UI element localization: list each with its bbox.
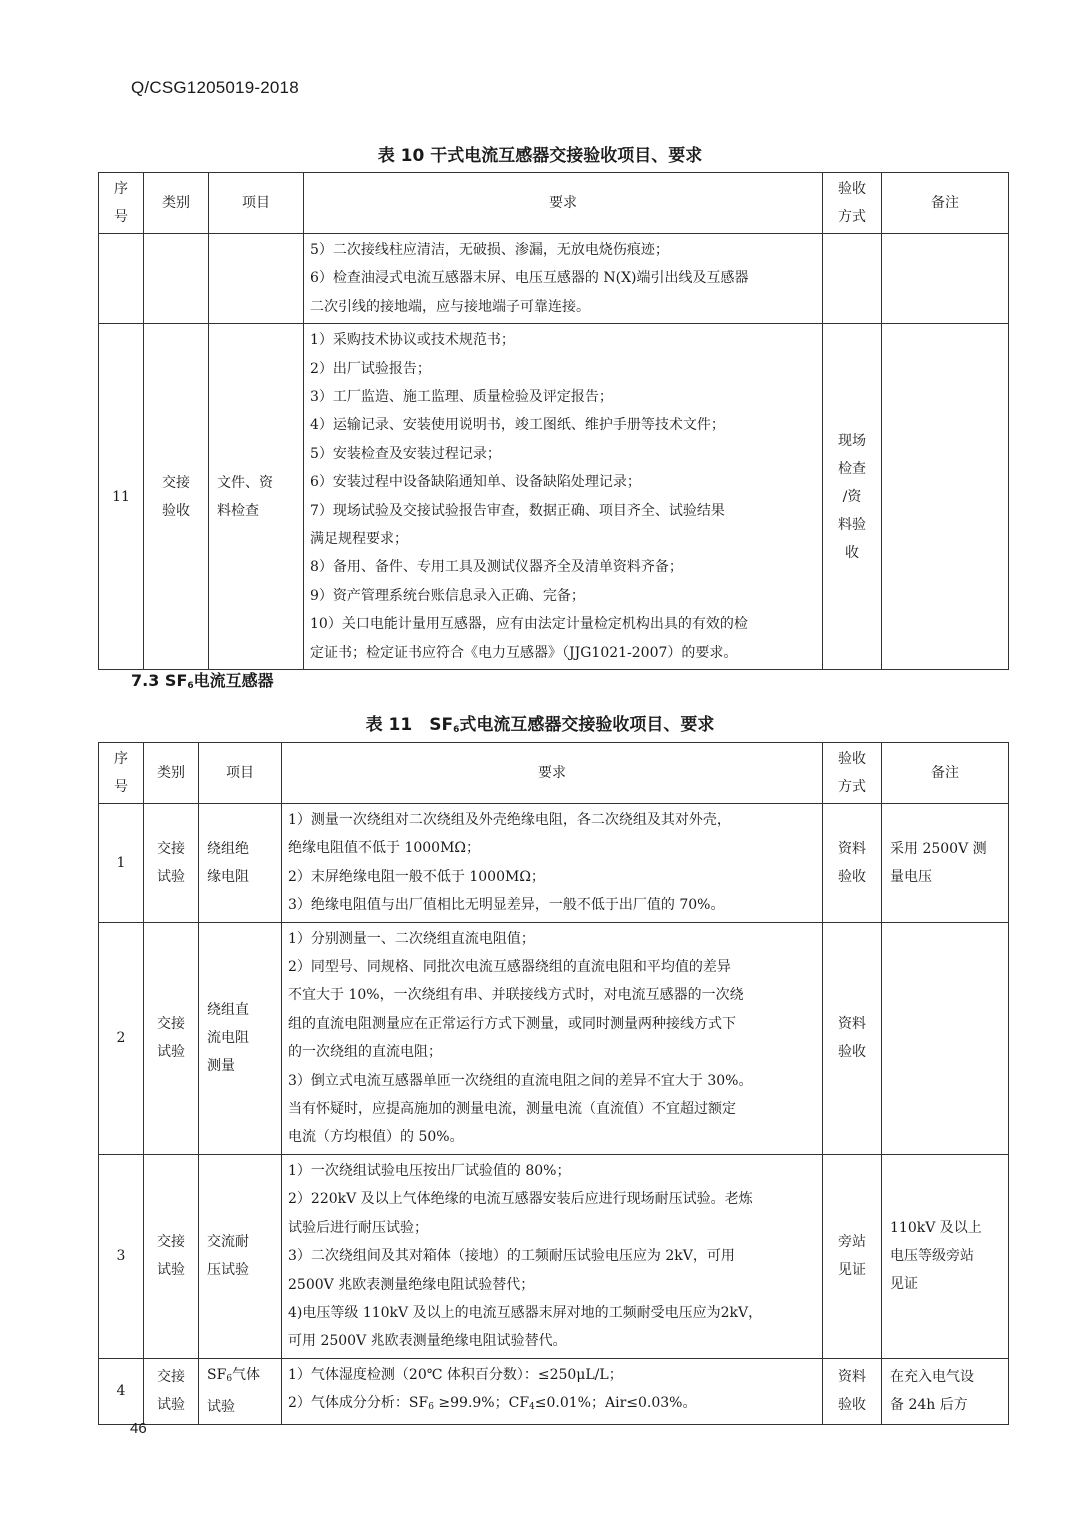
requirement-cell: 1）采购技术协议或技术规范书； 2）出厂试验报告； 3）工厂监造、施工监理、质量检验及评定报告； 4）运输记录、安装使用说明书，竣工图纸、维护手册等技术文件； 5）安装检查及安装过程记录； 6）安装过程中设备缺陷通知单、设备缺陷处理记录； 7）现场试验及交接试验报告审查，数据正确、项目齐全、试验结果 满足规程要求； 8）备用、备件、专用工具及测试仪器齐全及清单资料齐备； 9）资产管理系统台账信息录入正确、完备； 10）关口电能计量用互感器，应有由法定计量检定机构出具的有效的检 定证书；检定证书应符合《电力互感器》（JJG1021-2007）的要求。: [304, 324, 823, 670]
row-number: 11: [99, 324, 144, 670]
table-row: [99, 922, 1009, 1154]
header-category: 类别: [144, 173, 209, 234]
table-10-header-row: [99, 173, 1009, 234]
row-category: 交接 试验: [144, 1358, 199, 1424]
table-row: [99, 804, 1009, 923]
header-item: 项目: [209, 173, 304, 234]
row-item: 绕组直 流电阻 测量: [199, 922, 282, 1154]
table-row: [99, 1358, 1009, 1424]
header-method: 验收 方式: [823, 173, 882, 234]
header-no: 序 号: [99, 173, 144, 234]
table-11: [98, 742, 1009, 1425]
header-item: 项目: [199, 743, 282, 804]
page-number: 46: [130, 1420, 147, 1437]
table-10-title: 表 10 干式电流互感器交接验收项目、要求: [377, 146, 703, 166]
row-remark: 110kV 及以上 电压等级旁站 见证: [882, 1154, 1009, 1358]
header-remark: 备注: [882, 743, 1009, 804]
row-number: 1: [99, 804, 144, 923]
row-item: 绕组绝 缘电阻: [199, 804, 282, 923]
table-10: [98, 172, 1009, 670]
row-method: 现场 检查 /资 料验 收: [823, 324, 882, 670]
requirement-cell: 1）测量一次绕组对二次绕组及外壳绝缘电阻，各二次绕组及其对外壳， 绝缘电阻值不低于 1000MΩ； 2）末屏绝缘电阻一般不低于 1000MΩ； 3）绝缘电阻值与出厂值相比无明显差异，一般不低于出厂值的 70%。: [282, 804, 823, 923]
table-11-header-row: [99, 743, 1009, 804]
row-item: $SF_6$气体 试验: [199, 1358, 282, 1424]
header-requirement: 要求: [304, 173, 823, 234]
header-method: 验收 方式: [823, 743, 882, 804]
section-heading: 7.3 $SF_6$电流互感器: [131, 671, 274, 691]
document-code: Q/CSG1205019-2018: [131, 78, 299, 97]
table-row: [99, 1154, 1009, 1358]
header-requirement: 要求: [282, 743, 823, 804]
table-row: [99, 234, 1009, 324]
row-method: 资料 验收: [823, 1358, 882, 1424]
requirement-cell: 1）一次绕组试验电压按出厂试验值的 80%； 2）220kV 及以上气体绝缘的电流互感器安装后应进行现场耐压试验。老炼 试验后进行耐压试验； 3）二次绕组间及其对箱体（接地）的工频耐压试验电压应为 2kV，可用 2500V 兆欧表测量绝缘电阻试验替代； 4)电压等级 110kV 及以上的电流互感器末屏对地的工频耐受电压应为2kV， 可用 2500V 兆欧表测量绝缘电阻试验替代。: [282, 1154, 823, 1358]
header-category: 类别: [144, 743, 199, 804]
row-remark: 在充入电气设 备 24h 后方: [882, 1358, 1009, 1424]
row-remark: 采用 2500V 测 量电压: [882, 804, 1009, 923]
row-category: 交接 试验: [144, 1154, 199, 1358]
requirement-cell: 1）分别测量一、二次绕组直流电阻值； 2）同型号、同规格、同批次电流互感器绕组的直流电阻和平均值的差异 不宜大于 10%，一次绕组有串、并联接线方式时，对电流互感器的一次绕 组的直流电阻测量应在正常运行方式下测量，或同时测量两种接线方式下 的一次绕组的直流电阻； 3）倒立式电流互感器单匝一次绕组的直流电阻之间的差异不宜大于 30%。 当有怀疑时，应提高施加的测量电流，测量电流（直流值）不宜超过额定 电流（方均根值）的 50%。: [282, 922, 823, 1154]
requirement-cell: 5）二次接线柱应清洁，无破损、渗漏，无放电烧伤痕迹； 6）检查油浸式电流互感器末屏、电压互感器的 N(X)端引出线及互感器 二次引线的接地端，应与接地端子可靠连接。: [304, 234, 823, 324]
table-row: [99, 324, 1009, 670]
row-number: 4: [99, 1358, 144, 1424]
requirement-cell: 1）气体湿度检测（20℃ 体积百分数）：≤250μL/L； 2）气体成分分析：$SF_6 \ge 99.9\%$；$CF_4\le 0.01\%$；Air≤0.03%。: [282, 1358, 823, 1424]
header-no: 序 号: [99, 743, 144, 804]
row-method: 资料 验收: [823, 922, 882, 1154]
row-category: 交接 试验: [144, 922, 199, 1154]
row-item: 交流耐 压试验: [199, 1154, 282, 1358]
row-method: 资料 验收: [823, 804, 882, 923]
row-number: 3: [99, 1154, 144, 1358]
row-category: 交接 验收: [144, 324, 209, 670]
header-remark: 备注: [882, 173, 1009, 234]
row-method: 旁站 见证: [823, 1154, 882, 1358]
row-category: 交接 试验: [144, 804, 199, 923]
row-number: 2: [99, 922, 144, 1154]
table-11-title: 表 11 $SF_6$式电流互感器交接验收项目、要求: [365, 715, 715, 735]
row-item: 文件、资 料检查: [209, 324, 304, 670]
